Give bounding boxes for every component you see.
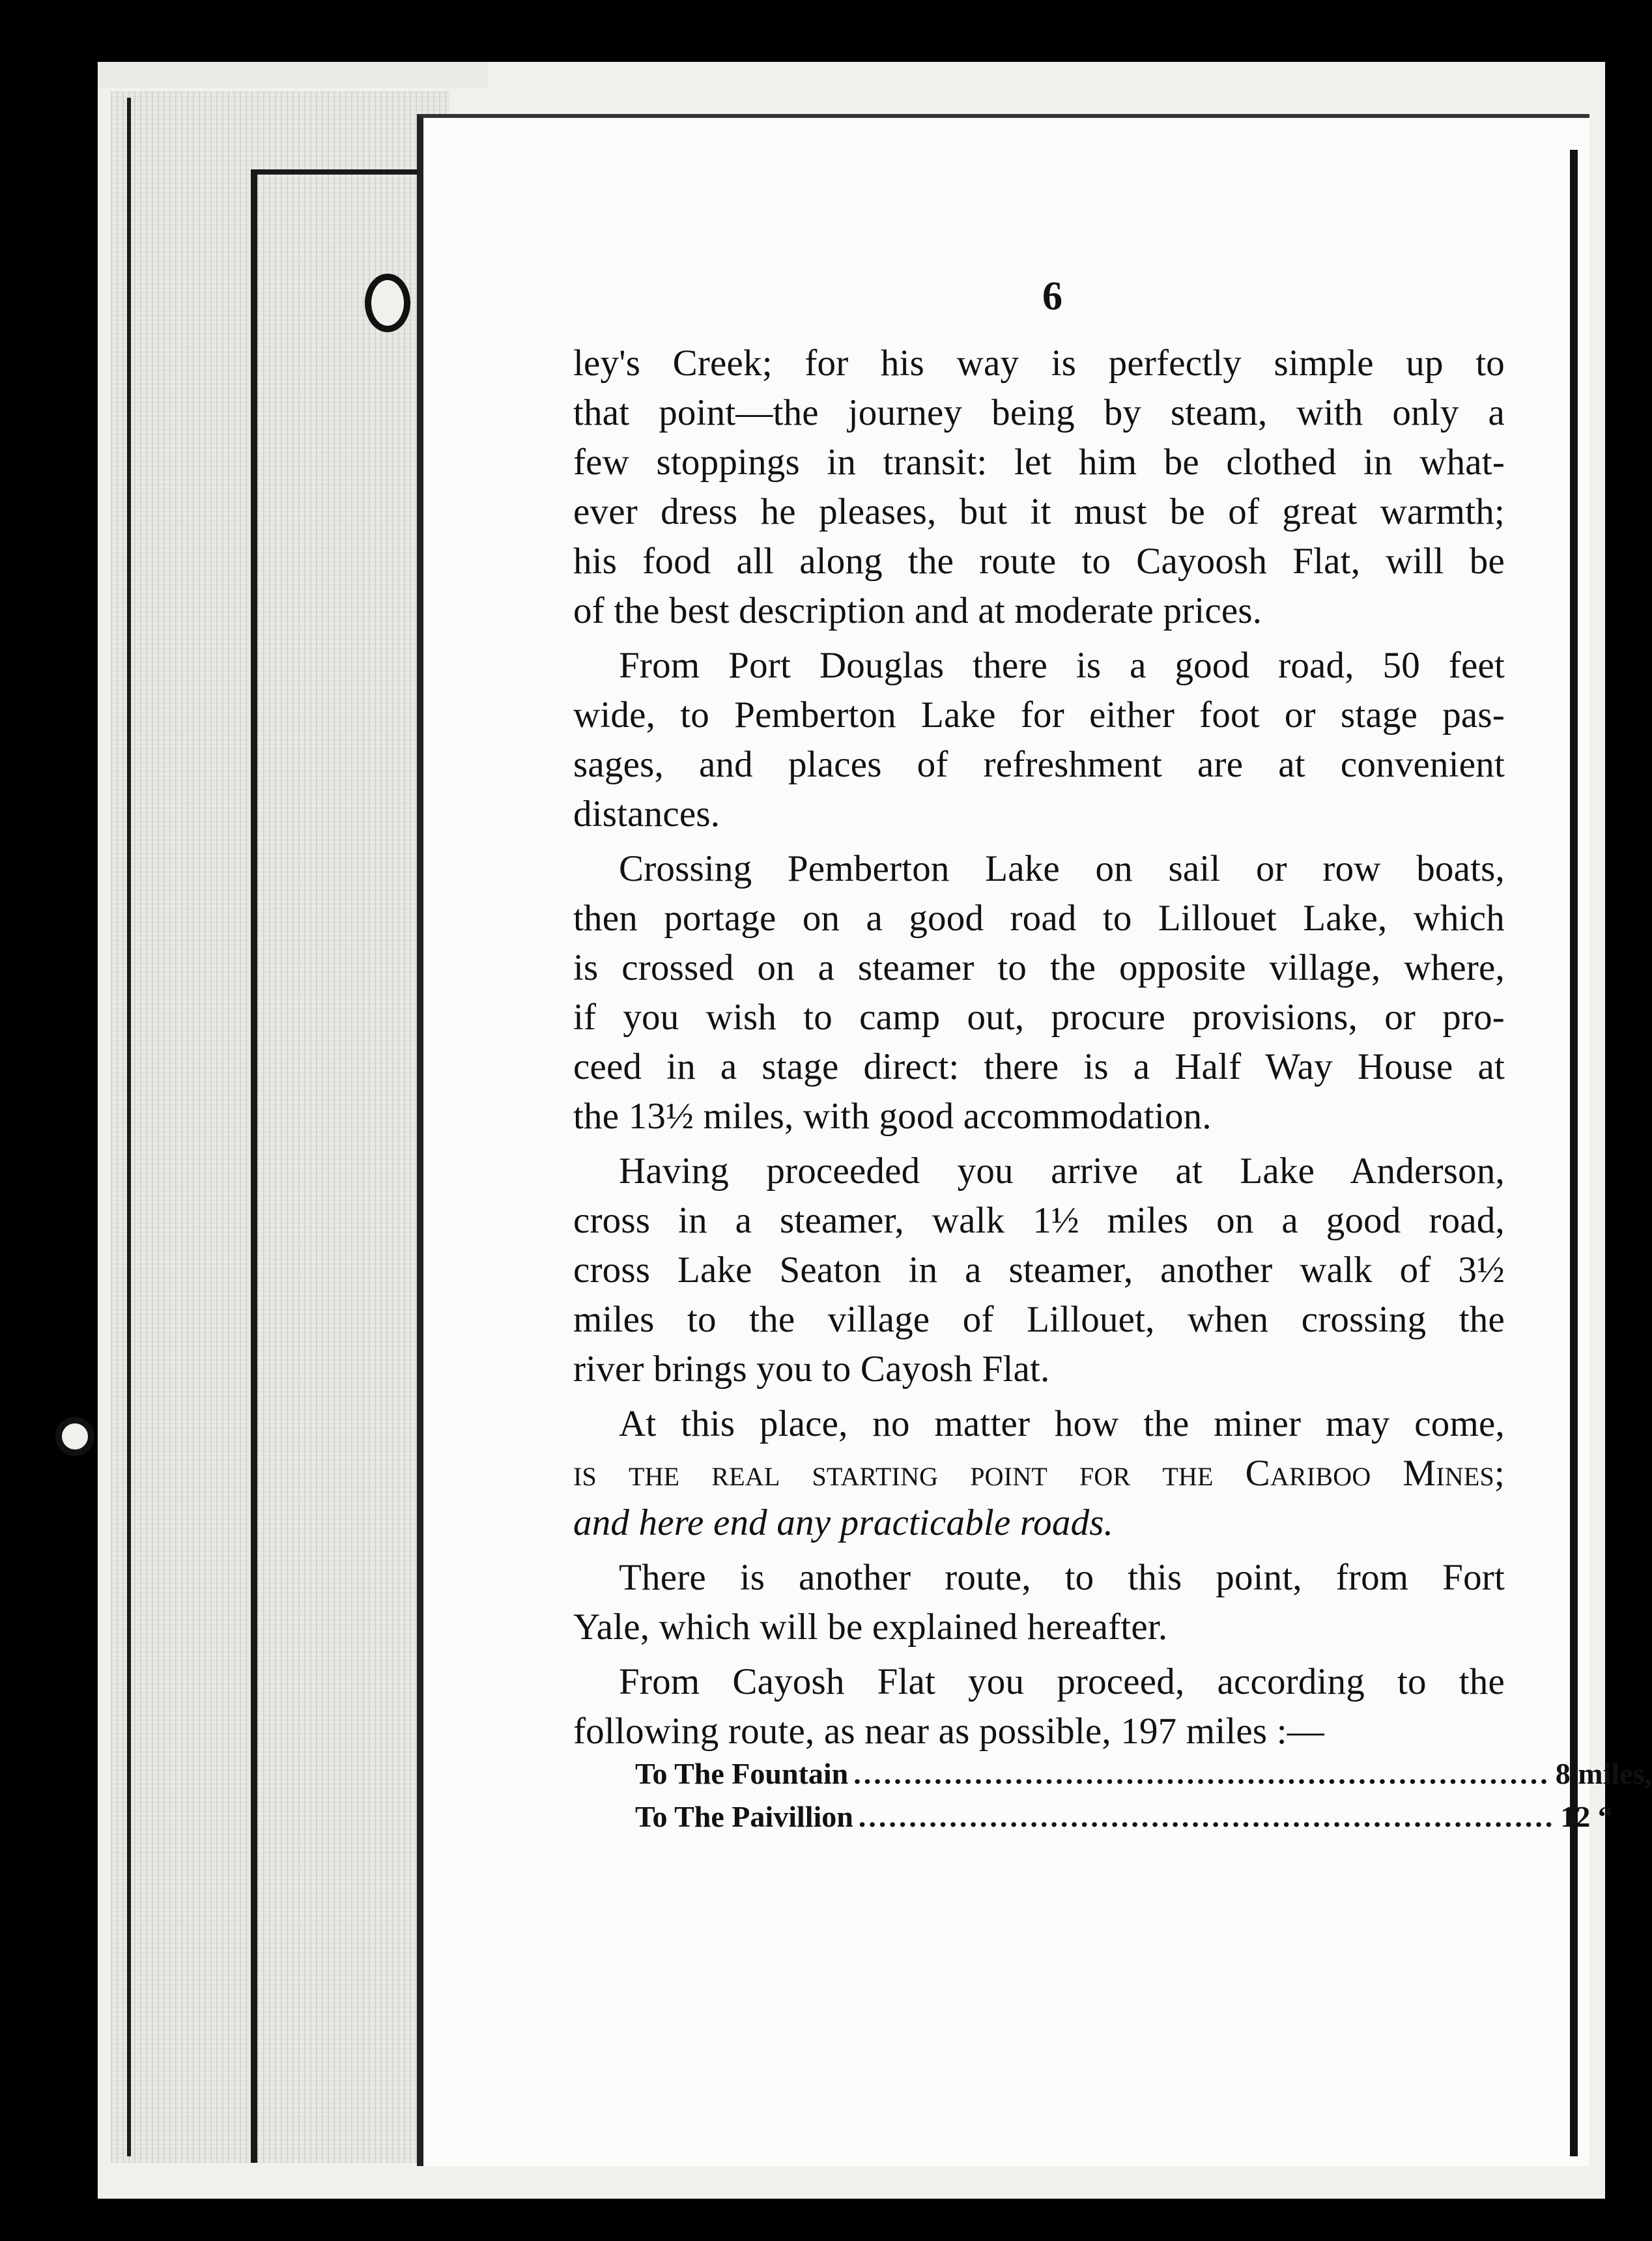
- text-line: Yale, which will be explained hereafter.: [573, 1606, 1168, 1648]
- paragraph: [573, 1553, 1505, 1652]
- body-text: [573, 339, 1505, 1762]
- text-line: From Cayosh Flat you proceed, according to the: [619, 1661, 1505, 1702]
- text-line: From Port Douglas there is a good road, 50 feet: [619, 645, 1505, 686]
- text-line: his food all along the route to Cayoosh Flat, will be: [573, 541, 1505, 582]
- text-line: Crossing Pemberton Lake on sail or row boats,: [619, 848, 1505, 889]
- text-line: then portage on a good road to Lillouet Lake, which: [573, 898, 1505, 939]
- text-line: of the best description and at moderate prices.: [573, 590, 1262, 631]
- leader-dots: .....................................................................: [858, 1800, 1556, 1833]
- route-distance: 12 “: [1560, 1800, 1613, 1833]
- text-line: cross Lake Seaton in a steamer, another walk of 3½: [573, 1249, 1505, 1291]
- binding-hole: [55, 1417, 94, 1456]
- spine-line: [251, 169, 257, 2163]
- leader-dots: .....................................................................: [853, 1757, 1550, 1790]
- paragraph: [573, 1399, 1505, 1548]
- route-row: [635, 1795, 1613, 1838]
- text-line: that point—the journey being by steam, with only a: [573, 392, 1505, 433]
- page-right-edge: [1570, 150, 1578, 2156]
- text-line: ley's Creek; for his way is perfectly simple up to: [573, 343, 1505, 384]
- route-row: [635, 1752, 1652, 1795]
- text-line: sages, and places of refreshment are at convenient: [573, 744, 1505, 785]
- text-line: following route, as near as possible, 197 miles :—: [573, 1711, 1324, 1752]
- spine-texture: [111, 91, 449, 2163]
- text-line: ever dress he pleases, but it must be of great warmth;: [573, 491, 1505, 532]
- paragraph: [573, 1657, 1505, 1756]
- text-line: Having proceeded you arrive at Lake Anderson,: [619, 1150, 1505, 1192]
- text-line: cross in a steamer, walk 1½ miles on a good road,: [573, 1200, 1505, 1241]
- text-line: is the real starting point for the Cariboo Mines;: [573, 1453, 1505, 1494]
- binding-hole: [365, 274, 410, 332]
- paragraph: [573, 339, 1505, 636]
- text-line: There is another route, to this point, from Fort: [619, 1557, 1505, 1598]
- text-line: if you wish to camp out, procure provisions, or pro-: [573, 997, 1505, 1038]
- paragraph: [573, 641, 1505, 839]
- spine-line: [127, 98, 131, 2156]
- text-line: ceed in a stage direct: there is a Half Way House at: [573, 1046, 1505, 1087]
- text-line: the 13½ miles, with good accommodation.: [573, 1096, 1212, 1137]
- route-table: [635, 1752, 1652, 1838]
- text-line: river brings you to Cayosh Flat.: [573, 1349, 1050, 1390]
- page-number: 6: [1042, 274, 1062, 319]
- text-line: few stoppings in transit: let him be clothed in what-: [573, 442, 1505, 483]
- text-line: wide, to Pemberton Lake for either foot or stage pas-: [573, 694, 1505, 735]
- paragraph: [573, 844, 1505, 1141]
- route-place: To The Paivillion: [635, 1800, 853, 1833]
- spine-line: [251, 169, 433, 175]
- text-line: is crossed on a steamer to the opposite village, where,: [573, 947, 1505, 988]
- text-line: At this place, no matter how the miner may come,: [619, 1403, 1505, 1444]
- text-line: distances.: [573, 793, 720, 835]
- top-sheet-strip: [98, 62, 489, 88]
- text-line: miles to the village of Lillouet, when crossing the: [573, 1299, 1505, 1340]
- text-line: and here end any practicable roads.: [573, 1502, 1114, 1543]
- route-distance: 8 miles,: [1555, 1757, 1652, 1790]
- route-place: To The Fountain: [635, 1757, 849, 1790]
- paragraph: [573, 1147, 1505, 1394]
